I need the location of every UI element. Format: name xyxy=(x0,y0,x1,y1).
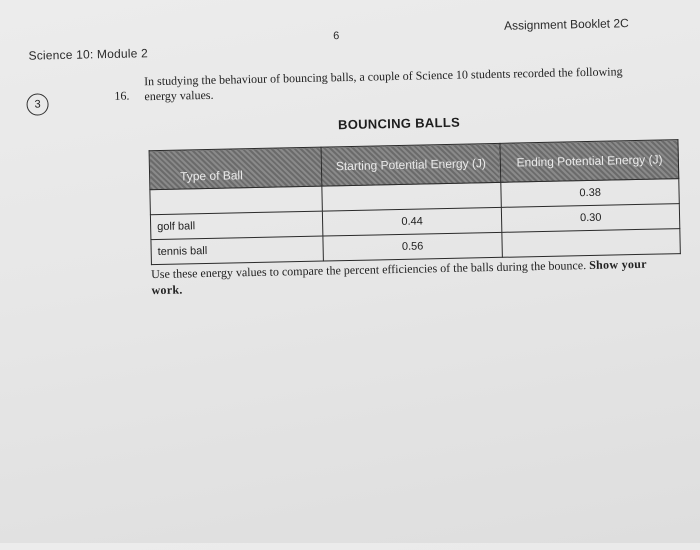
ending-energy-cell: 0.30 xyxy=(502,204,680,233)
prompt-instruction: Show your work. xyxy=(151,256,647,298)
question-text: In studying the behaviour of bouncing balls, a couple of Science 10 students recorded the following energy values. xyxy=(143,64,623,104)
energy-table xyxy=(149,139,681,265)
prompt-text: Use these energy values to compare the percent efficiencies of the balls during the bounce. xyxy=(151,258,587,282)
booklet-title: Assignment Booklet 2C xyxy=(503,16,629,33)
starting-energy-cell xyxy=(322,182,502,211)
ball-name-cell: golf ball xyxy=(150,211,322,240)
header-starting-energy: Starting Potential Energy (J) xyxy=(321,143,501,186)
course-title: Science 10: Module 2 xyxy=(28,46,149,63)
marks-circle: 3 xyxy=(26,93,48,115)
table-title: BOUNCING BALLS xyxy=(337,114,461,133)
ending-energy-cell xyxy=(502,229,680,258)
starting-energy-cell: 0.56 xyxy=(323,232,503,261)
header-type-of-ball: Type of Ball xyxy=(149,147,321,190)
question-number: 16. xyxy=(114,88,130,103)
ending-energy-cell: 0.38 xyxy=(501,179,679,208)
ball-name-cell xyxy=(150,186,322,215)
ball-name-cell: tennis ball xyxy=(151,236,323,265)
starting-energy-cell: 0.44 xyxy=(322,207,502,236)
page-number: 6 xyxy=(333,30,340,43)
header-ending-energy: Ending Potential Energy (J) xyxy=(500,140,678,183)
